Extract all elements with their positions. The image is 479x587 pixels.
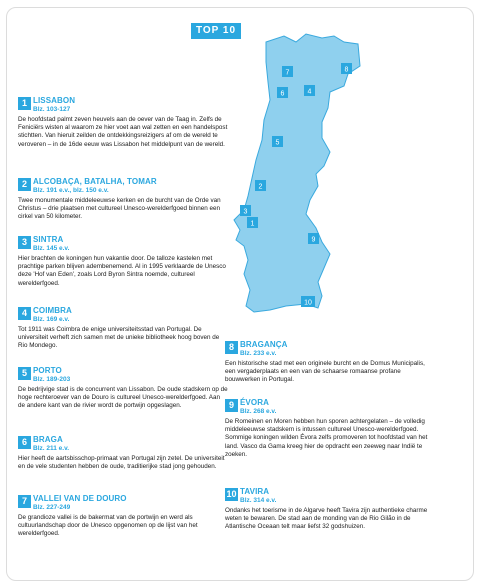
map-marker-8 [341,63,352,74]
entry-number: 3 [18,236,31,249]
map-marker-5 [272,136,283,147]
entry-description: Hier brachten de koningen hun vakantie door. De talloze kastelen met prachtige parken blijven adembenemend. Al in 1995 verklaarde de Unesco deze 'Hof van Eden', zoals Lord Byron Sintra noemde, cultureel werelderfgoed. [18,255,226,287]
entry-number: 10 [226,489,237,499]
entry-vallei-van-de-douro [18,494,228,539]
entry-lissabon [18,96,228,149]
entry-evora [225,398,435,459]
entry-description: De grandioze vallei is de bakermat van de portwijn en werd als cultuurlandschap door de Unesco opgenomen op de lijst van het werelderfgoed. [18,514,198,538]
entry-description: Een historische stad met een originele burcht en de Domus Municipalis, een vergaderplaats en een van de schaarse romaanse profane bouwwerken in Portugal. [225,360,425,384]
map-label-2: 2 [258,183,263,191]
entry-title: PORTO [33,366,62,375]
entry-title: SINTRA [33,235,64,244]
portugal-map [226,28,366,313]
entry-title: ÉVORA [240,398,269,407]
map-marker-1 [247,217,258,228]
entry-pages: Blz. 169 e.v. [33,316,70,323]
map-marker-9 [308,233,319,244]
entry-pages: Blz. 145 e.v. [33,245,70,252]
entry-sintra [18,235,228,288]
map-marker-10 [301,296,315,307]
top10-badge: TOP 10 [191,23,241,39]
portugal-shape [234,34,360,312]
entry-alcobaca-batalha-tomar [18,177,228,222]
entry-number: 2 [18,178,31,191]
map-label-8: 8 [344,66,349,74]
entry-tavira [225,487,435,532]
entry-title: COIMBRA [33,306,72,315]
entry-description: De hoofdstad palmt zeven heuvels aan de oever van de Taag in. Zelfs de Feniciërs wisten al waarom ze hier voet aan wal zetten en een handelspost stichtten. Van hieruit zeilden de ontdekkingsreizigers af om de wereld te veroveren – in de 16de eeuw was Lissabon het middelpunt van de wereld. [18,116,228,148]
entry-pages: Blz. 191 e.v., blz. 150 e.v. [33,187,109,194]
entry-pages: Blz. 268 e.v. [240,408,277,415]
map-marker-7 [282,66,293,77]
entry-title: TAVIRA [240,487,270,496]
entry-number: 7 [18,495,31,508]
entry-porto [18,366,228,411]
map-label-1: 1 [250,220,255,228]
map-marker-4 [304,85,315,96]
map-label-3: 3 [243,208,248,216]
entry-pages: Blz. 314 e.v. [240,497,277,504]
entry-pages: Blz. 211 e.v. [33,445,70,452]
map-label-5: 5 [275,139,280,147]
entry-description: De bedrijvige stad is de concurrent van Lissabon. De oude stadskern op de hoge rechteroever van de Douro is cultureel Unesco-werelderfgoed. Aan de andere kant van de rivier wordt de portwijn opgeslagen. [18,386,228,410]
entry-number: 9 [225,399,238,412]
map-marker-3 [240,205,251,216]
entry-description: Ondanks het toerisme in de Algarve heeft Tavira zijn authentieke charme weten te bewaren. De stad aan de monding van de Rio Gilão in de Atlantische Oceaan telt maar liefst 32 godshuizen. [225,507,428,531]
entry-description: Tot 1911 was Coimbra de enige universiteitsstad van Portugal. De universiteit verheft zich samen met de unieke bibliotheek hoog boven de Rio Mondego. [18,326,220,350]
entry-title: BRAGA [33,435,63,444]
entry-number: 6 [18,436,31,449]
entry-pages: Blz. 103-127 [33,106,71,113]
entry-number: 5 [18,367,31,380]
entry-title: VALLEI VAN DE DOURO [33,494,127,503]
entry-pages: Blz. 233 e.v. [240,350,277,357]
entry-number: 4 [18,307,31,320]
entry-description: Twee monumentale middeleeuwse kerken en de burcht van de Orde van Christus – drie plaatsen met cultureel Unesco-werelderfgoed binnen een cirkel van 50 kilometer. [18,197,221,221]
entry-number: 8 [225,341,238,354]
entry-description: Hier heeft de aartsbisschop-primaat van Portugal zijn zetel. De universiteit en de vele studenten hebben de oude, traditierijke stad jong gehouden. [18,455,225,471]
entry-title: ALCOBAÇA, BATALHA, TOMAR [33,177,157,186]
entry-pages: Blz. 227-249 [33,504,71,511]
map-label-9: 9 [311,236,316,244]
map-label-7: 7 [285,69,290,77]
entry-braga [18,435,228,471]
entry-description: De Romeinen en Moren hebben hun sporen achtergelaten – de volledig middeleeuwse stadskern is intussen cultureel Unesco-werelderfgoed. Sommige koningen wilden Évora zelfs promoveren tot hoofdstad van het land. Vasco da Gama kreeg hier de opdracht een zeeweg naar Indië te zoeken. [225,418,428,458]
map-label-6: 6 [280,90,285,98]
map-label-10: 10 [304,299,312,307]
entry-coimbra [18,306,228,351]
entry-pages: Blz. 189-203 [33,376,71,383]
map-marker-2 [255,180,266,191]
entry-braganca [225,340,435,385]
map-marker-6 [277,87,288,98]
entry-title: BRAGANÇA [240,340,288,349]
entry-title: LISSABON [33,96,76,105]
map-label-4: 4 [307,88,312,96]
entry-number: 1 [18,97,31,110]
